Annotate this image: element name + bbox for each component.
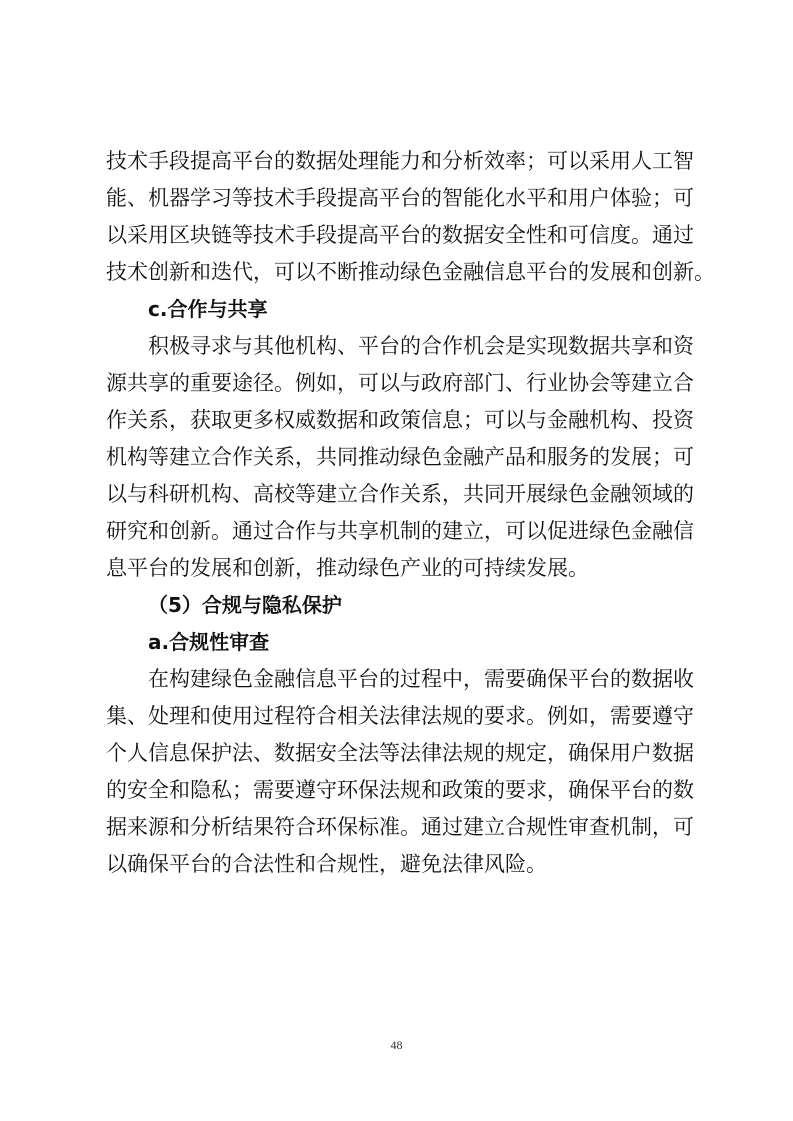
paragraph-line: 以确保平台的合法性和合规性，避免法律风险。 [106, 852, 547, 876]
paragraph-line: 息平台的发展和创新，推动绿色产业的可持续发展。 [106, 556, 589, 580]
paragraph-line: 作关系，获取更多权威数据和政策信息；可以与金融机构、投资 [106, 408, 694, 432]
paragraph-line: 据来源和分析结果符合环保标准。通过建立合规性审查机制，可 [106, 815, 694, 839]
paragraph-line: 机构等建立合作关系，共同推动绿色金融产品和服务的发展；可 [106, 445, 694, 469]
paragraph-line: 的安全和隐私；需要遵守环保法规和政策的要求，确保平台的数 [106, 778, 694, 802]
paragraph-line: 在构建绿色金融信息平台的过程中，需要确保平台的数据收 [148, 667, 694, 691]
paragraph-line: 技术创新和迭代，可以不断推动绿色金融信息平台的发展和创新。 [106, 260, 715, 284]
paragraph-line: 能、机器学习等技术手段提高平台的智能化水平和用户体验；可 [106, 186, 694, 210]
paragraph-line: 积极寻求与其他机构、平台的合作机会是实现数据共享和资 [148, 334, 694, 358]
paragraph-line: 以与科研机构、高校等建立合作关系，共同开展绿色金融领域的 [106, 482, 694, 506]
paragraph-line: 以采用区块链等技术手段提高平台的数据安全性和可信度。通过 [106, 223, 694, 247]
page-number: 48 [390, 1038, 403, 1052]
paragraph-line: 技术手段提高平台的数据处理能力和分析效率；可以采用人工智 [106, 149, 694, 173]
section-heading-c: c.合作与共享 [148, 297, 268, 321]
paragraph-line: 个人信息保护法、数据安全法等法律法规的规定，确保用户数据 [106, 741, 694, 765]
paragraph-line: 研究和创新。通过合作与共享机制的建立，可以促进绿色金融信 [106, 519, 694, 543]
subsection-heading-a: a.合规性审查 [148, 630, 270, 654]
section-heading-5: （5）合规与隐私保护 [148, 593, 342, 617]
paragraph-line: 集、处理和使用过程符合相关法律法规的要求。例如，需要遵守 [106, 704, 694, 728]
paragraph-line: 源共享的重要途径。例如，可以与政府部门、行业协会等建立合 [106, 371, 694, 395]
